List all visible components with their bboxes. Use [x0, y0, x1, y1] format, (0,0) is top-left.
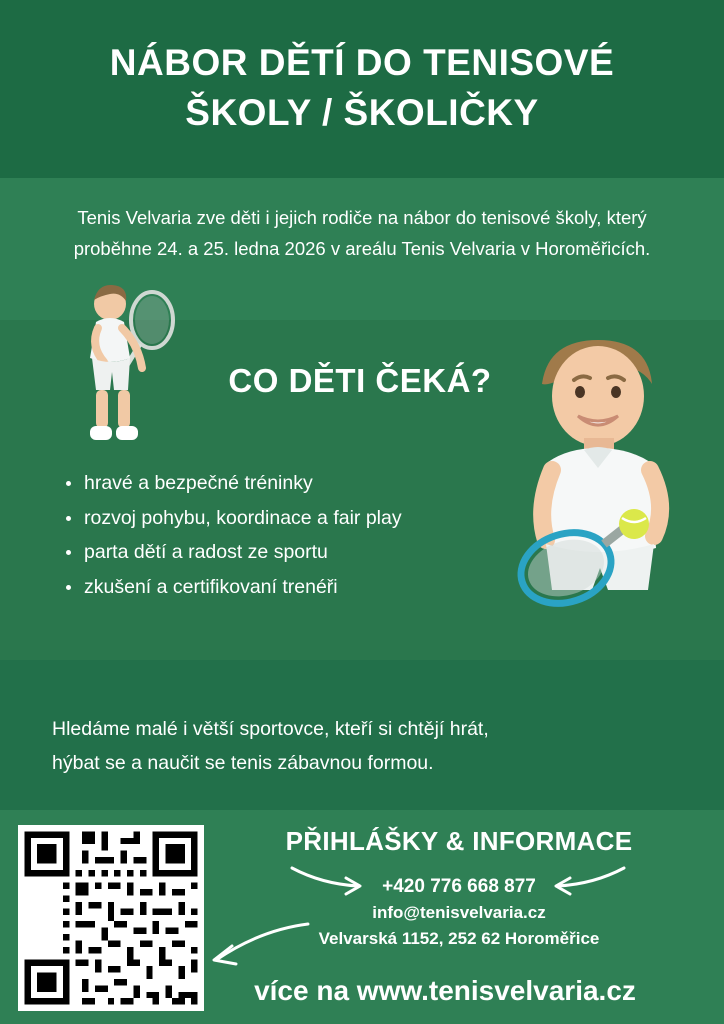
lower-paragraph — [52, 712, 674, 780]
contact-phone[interactable]: +420 776 668 877 — [382, 876, 536, 897]
title-line-1: NÁBOR DĚTÍ DO TENISOVÉ — [109, 42, 615, 83]
list-item: parta dětí a radost ze sportu — [84, 535, 554, 570]
photo-right — [500, 330, 700, 660]
list-item: zkušení a certifikovaní trenéři — [84, 570, 554, 605]
arrow-left-icon — [548, 862, 628, 898]
title-line-2: ŠKOLY / ŠKOLIČKY — [185, 92, 539, 133]
lower-paragraph-line-2: hýbat se a naučit se tenis zábavnou formou. — [52, 752, 434, 774]
list-item: hravé a bezpečné tréninky — [84, 466, 554, 501]
section-heading: CO DĚTI ČEKÁ? — [228, 362, 492, 399]
intro-paragraph: Tenis Velvaria zve děti i jejich rodiče na nábor do tenisové školy, který proběhne 24. a 25. ledna 2026 v areálu Tenis Velvaria v Horoměřicích. — [73, 207, 651, 259]
smiling-boy-with-racket-photo — [500, 330, 700, 660]
page-title — [0, 38, 724, 138]
website-line[interactable]: více na www.tenisvelvaria.cz — [254, 975, 636, 1006]
qr-code-image — [18, 825, 204, 1011]
arrow-down-left-icon — [204, 918, 314, 970]
list-item: rozvoj pohybu, koordinace a fair play — [84, 501, 554, 536]
child-playing-tennis-photo — [72, 278, 182, 460]
lower-paragraph-line-1: Hledáme malé i větší sportovce, kteří si chtějí hrát, — [52, 718, 489, 740]
benefits-list — [58, 466, 554, 604]
contact-heading: PŘIHLÁŠKY & INFORMACE — [285, 826, 633, 856]
photo-left — [72, 278, 182, 460]
contact-email[interactable]: info@tenisvelvaria.cz — [372, 903, 546, 922]
qr-code[interactable] — [18, 825, 204, 1011]
arrow-right-icon — [288, 862, 368, 898]
contact-address: Velvarská 1152, 252 62 Horoměřice — [318, 929, 600, 948]
